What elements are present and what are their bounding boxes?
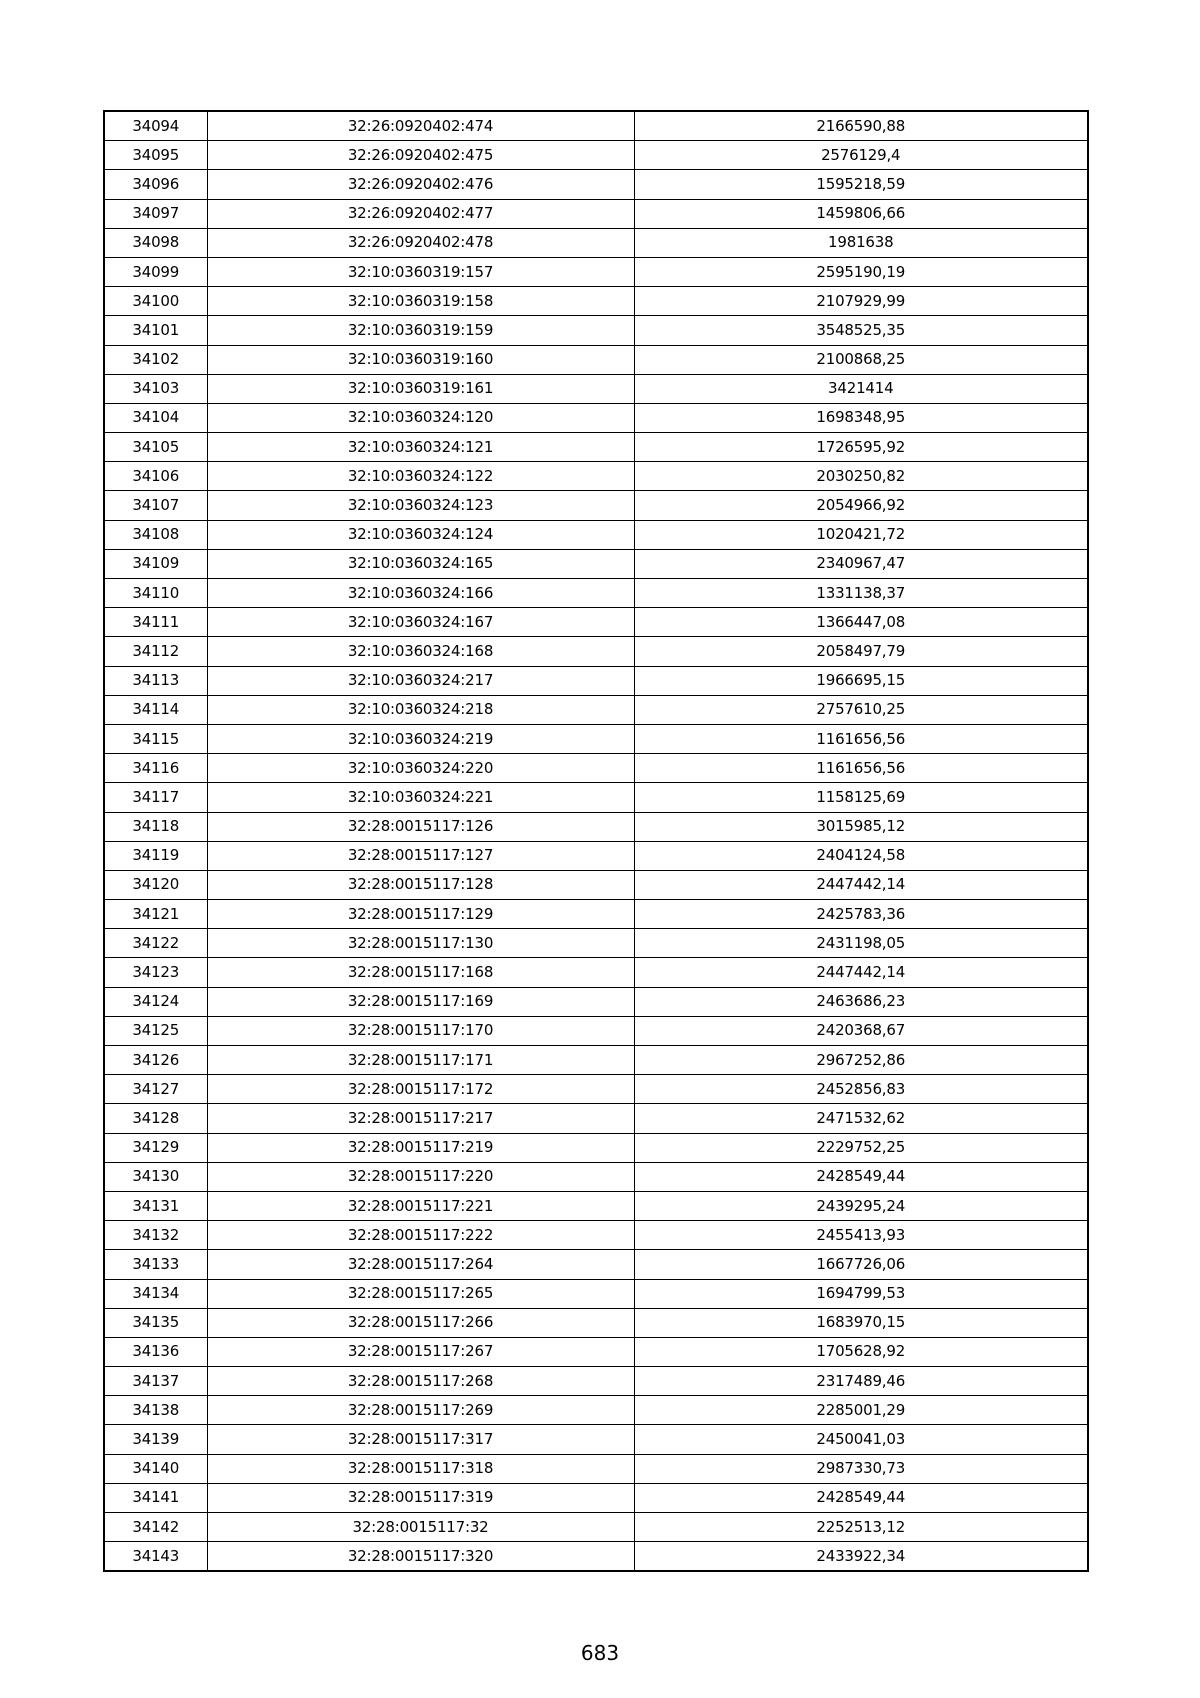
cadastral-number-cell: 32:28:0015117:170 xyxy=(207,1016,634,1045)
row-number-cell: 34115 xyxy=(104,724,207,753)
cadastral-value-cell: 2428549,44 xyxy=(634,1162,1088,1191)
cadastral-value-cell: 2447442,14 xyxy=(634,958,1088,987)
cadastral-number-cell: 32:28:0015117:130 xyxy=(207,929,634,958)
cadastral-number-cell: 32:10:0360324:217 xyxy=(207,666,634,695)
table-row xyxy=(104,1425,1088,1454)
table-row xyxy=(104,433,1088,462)
table-row xyxy=(104,1191,1088,1220)
cadastral-value-cell: 1366447,08 xyxy=(634,608,1088,637)
row-number-cell: 34112 xyxy=(104,637,207,666)
row-number-cell: 34137 xyxy=(104,1367,207,1396)
row-number-cell: 34128 xyxy=(104,1104,207,1133)
row-number-cell: 34117 xyxy=(104,783,207,812)
table-row xyxy=(104,345,1088,374)
cadastral-value-cell: 2030250,82 xyxy=(634,462,1088,491)
cadastral-number-cell: 32:28:0015117:219 xyxy=(207,1133,634,1162)
row-number-cell: 34138 xyxy=(104,1396,207,1425)
table-row xyxy=(104,608,1088,637)
table-body xyxy=(104,111,1088,1571)
table-row xyxy=(104,462,1088,491)
row-number-cell: 34132 xyxy=(104,1221,207,1250)
row-number-cell: 34101 xyxy=(104,316,207,345)
cadastral-number-cell: 32:26:0920402:476 xyxy=(207,170,634,199)
cadastral-number-cell: 32:28:0015117:127 xyxy=(207,841,634,870)
cadastral-value-cell: 3548525,35 xyxy=(634,316,1088,345)
cadastral-value-cell: 2166590,88 xyxy=(634,111,1088,141)
row-number-cell: 34103 xyxy=(104,374,207,403)
table-row xyxy=(104,929,1088,958)
cadastral-number-cell: 32:28:0015117:266 xyxy=(207,1308,634,1337)
cadastral-value-cell: 1726595,92 xyxy=(634,433,1088,462)
table-row xyxy=(104,403,1088,432)
row-number-cell: 34133 xyxy=(104,1250,207,1279)
row-number-cell: 34127 xyxy=(104,1075,207,1104)
cadastral-value-cell: 1981638 xyxy=(634,228,1088,257)
cadastral-value-cell: 2967252,86 xyxy=(634,1046,1088,1075)
cadastral-value-cell: 2576129,4 xyxy=(634,141,1088,170)
cadastral-value-cell: 2425783,36 xyxy=(634,900,1088,929)
cadastral-number-cell: 32:10:0360324:219 xyxy=(207,724,634,753)
row-number-cell: 34126 xyxy=(104,1046,207,1075)
cadastral-value-cell: 2420368,67 xyxy=(634,1016,1088,1045)
table-row xyxy=(104,520,1088,549)
row-number-cell: 34141 xyxy=(104,1483,207,1512)
row-number-cell: 34120 xyxy=(104,870,207,899)
cadastral-number-cell: 32:28:0015117:317 xyxy=(207,1425,634,1454)
row-number-cell: 34139 xyxy=(104,1425,207,1454)
row-number-cell: 34113 xyxy=(104,666,207,695)
cadastral-number-cell: 32:26:0920402:475 xyxy=(207,141,634,170)
table-row xyxy=(104,841,1088,870)
row-number-cell: 34105 xyxy=(104,433,207,462)
table-row xyxy=(104,1483,1088,1512)
row-number-cell: 34118 xyxy=(104,812,207,841)
table-row xyxy=(104,987,1088,1016)
table-row xyxy=(104,228,1088,257)
cadastral-number-cell: 32:10:0360324:124 xyxy=(207,520,634,549)
row-number-cell: 34104 xyxy=(104,403,207,432)
row-number-cell: 34094 xyxy=(104,111,207,141)
cadastral-number-cell: 32:10:0360319:159 xyxy=(207,316,634,345)
row-number-cell: 34121 xyxy=(104,900,207,929)
cadastral-value-cell: 2404124,58 xyxy=(634,841,1088,870)
table-row xyxy=(104,1308,1088,1337)
cadastral-value-cell: 2757610,25 xyxy=(634,695,1088,724)
row-number-cell: 34111 xyxy=(104,608,207,637)
table-row xyxy=(104,374,1088,403)
cadastral-value-cell: 1694799,53 xyxy=(634,1279,1088,1308)
table-row xyxy=(104,666,1088,695)
cadastral-value-cell: 1595218,59 xyxy=(634,170,1088,199)
cadastral-number-cell: 32:28:0015117:222 xyxy=(207,1221,634,1250)
table-row xyxy=(104,900,1088,929)
table-row xyxy=(104,111,1088,141)
cadastral-number-cell: 32:28:0015117:264 xyxy=(207,1250,634,1279)
row-number-cell: 34140 xyxy=(104,1454,207,1483)
table-row xyxy=(104,199,1088,228)
cadastral-number-cell: 32:28:0015117:320 xyxy=(207,1542,634,1572)
table-row xyxy=(104,1250,1088,1279)
cadastral-value-cell: 2471532,62 xyxy=(634,1104,1088,1133)
row-number-cell: 34116 xyxy=(104,754,207,783)
cadastral-number-cell: 32:28:0015117:126 xyxy=(207,812,634,841)
cadastral-number-cell: 32:10:0360319:160 xyxy=(207,345,634,374)
row-number-cell: 34123 xyxy=(104,958,207,987)
cadastral-number-cell: 32:28:0015117:221 xyxy=(207,1191,634,1220)
table-row xyxy=(104,1104,1088,1133)
cadastral-number-cell: 32:10:0360324:122 xyxy=(207,462,634,491)
table-row xyxy=(104,1279,1088,1308)
table-row xyxy=(104,724,1088,753)
cadastral-value-cell: 2054966,92 xyxy=(634,491,1088,520)
row-number-cell: 34143 xyxy=(104,1542,207,1572)
cadastral-value-table xyxy=(103,110,1089,1572)
cadastral-number-cell: 32:26:0920402:474 xyxy=(207,111,634,141)
cadastral-value-cell: 2058497,79 xyxy=(634,637,1088,666)
cadastral-number-cell: 32:26:0920402:478 xyxy=(207,228,634,257)
cadastral-value-cell: 1966695,15 xyxy=(634,666,1088,695)
cadastral-number-cell: 32:10:0360324:121 xyxy=(207,433,634,462)
table-row xyxy=(104,1542,1088,1572)
table-row xyxy=(104,579,1088,608)
cadastral-value-cell: 2107929,99 xyxy=(634,287,1088,316)
cadastral-number-cell: 32:10:0360324:165 xyxy=(207,549,634,578)
row-number-cell: 34135 xyxy=(104,1308,207,1337)
row-number-cell: 34106 xyxy=(104,462,207,491)
cadastral-number-cell: 32:28:0015117:268 xyxy=(207,1367,634,1396)
cadastral-value-cell: 2463686,23 xyxy=(634,987,1088,1016)
row-number-cell: 34130 xyxy=(104,1162,207,1191)
cadastral-value-cell: 1698348,95 xyxy=(634,403,1088,432)
cadastral-value-cell: 2317489,46 xyxy=(634,1367,1088,1396)
cadastral-number-cell: 32:10:0360319:161 xyxy=(207,374,634,403)
table-row xyxy=(104,1454,1088,1483)
page-number: 683 xyxy=(580,1641,620,1665)
cadastral-value-cell: 2987330,73 xyxy=(634,1454,1088,1483)
row-number-cell: 34119 xyxy=(104,841,207,870)
table-row xyxy=(104,1046,1088,1075)
cadastral-value-cell: 1705628,92 xyxy=(634,1337,1088,1366)
cadastral-number-cell: 32:10:0360324:166 xyxy=(207,579,634,608)
cadastral-number-cell: 32:28:0015117:319 xyxy=(207,1483,634,1512)
cadastral-number-cell: 32:28:0015117:269 xyxy=(207,1396,634,1425)
cadastral-value-cell: 1161656,56 xyxy=(634,754,1088,783)
row-number-cell: 34114 xyxy=(104,695,207,724)
table-row xyxy=(104,870,1088,899)
table-row xyxy=(104,1513,1088,1542)
table-row xyxy=(104,1162,1088,1191)
row-number-cell: 34108 xyxy=(104,520,207,549)
cadastral-number-cell: 32:10:0360324:168 xyxy=(207,637,634,666)
cadastral-number-cell: 32:10:0360324:120 xyxy=(207,403,634,432)
cadastral-value-cell: 1020421,72 xyxy=(634,520,1088,549)
table-row xyxy=(104,1016,1088,1045)
table-row xyxy=(104,1396,1088,1425)
row-number-cell: 34131 xyxy=(104,1191,207,1220)
row-number-cell: 34129 xyxy=(104,1133,207,1162)
table-row xyxy=(104,637,1088,666)
cadastral-value-cell: 2229752,25 xyxy=(634,1133,1088,1162)
cadastral-number-cell: 32:28:0015117:169 xyxy=(207,987,634,1016)
table-row xyxy=(104,549,1088,578)
cadastral-value-cell: 2340967,47 xyxy=(634,549,1088,578)
table-row xyxy=(104,958,1088,987)
table-row xyxy=(104,141,1088,170)
cadastral-value-cell: 2452856,83 xyxy=(634,1075,1088,1104)
row-number-cell: 34095 xyxy=(104,141,207,170)
cadastral-value-cell: 2455413,93 xyxy=(634,1221,1088,1250)
row-number-cell: 34100 xyxy=(104,287,207,316)
cadastral-value-cell: 2428549,44 xyxy=(634,1483,1088,1512)
cadastral-value-cell: 2431198,05 xyxy=(634,929,1088,958)
cadastral-value-cell: 2595190,19 xyxy=(634,257,1088,286)
row-number-cell: 34102 xyxy=(104,345,207,374)
cadastral-number-cell: 32:10:0360324:123 xyxy=(207,491,634,520)
cadastral-number-cell: 32:28:0015117:220 xyxy=(207,1162,634,1191)
cadastral-number-cell: 32:28:0015117:172 xyxy=(207,1075,634,1104)
cadastral-number-cell: 32:28:0015117:32 xyxy=(207,1513,634,1542)
cadastral-number-cell: 32:10:0360324:220 xyxy=(207,754,634,783)
row-number-cell: 34109 xyxy=(104,549,207,578)
cadastral-value-cell: 1683970,15 xyxy=(634,1308,1088,1337)
table-row xyxy=(104,783,1088,812)
table-row xyxy=(104,316,1088,345)
row-number-cell: 34098 xyxy=(104,228,207,257)
row-number-cell: 34142 xyxy=(104,1513,207,1542)
cadastral-number-cell: 32:10:0360324:218 xyxy=(207,695,634,724)
cadastral-number-cell: 32:28:0015117:318 xyxy=(207,1454,634,1483)
row-number-cell: 34099 xyxy=(104,257,207,286)
table-row xyxy=(104,1337,1088,1366)
cadastral-value-cell: 1331138,37 xyxy=(634,579,1088,608)
cadastral-value-cell: 2285001,29 xyxy=(634,1396,1088,1425)
row-number-cell: 34107 xyxy=(104,491,207,520)
row-number-cell: 34096 xyxy=(104,170,207,199)
cadastral-value-cell: 1161656,56 xyxy=(634,724,1088,753)
cadastral-number-cell: 32:28:0015117:171 xyxy=(207,1046,634,1075)
cadastral-number-cell: 32:28:0015117:128 xyxy=(207,870,634,899)
row-number-cell: 34110 xyxy=(104,579,207,608)
cadastral-value-cell: 3015985,12 xyxy=(634,812,1088,841)
table-row xyxy=(104,257,1088,286)
table-row xyxy=(104,1133,1088,1162)
table-row xyxy=(104,1221,1088,1250)
cadastral-value-cell: 2100868,25 xyxy=(634,345,1088,374)
table-row xyxy=(104,1367,1088,1396)
cadastral-value-cell: 2252513,12 xyxy=(634,1513,1088,1542)
table-row xyxy=(104,287,1088,316)
cadastral-number-cell: 32:28:0015117:217 xyxy=(207,1104,634,1133)
row-number-cell: 34125 xyxy=(104,1016,207,1045)
cadastral-value-cell: 2439295,24 xyxy=(634,1191,1088,1220)
cadastral-value-cell: 2433922,34 xyxy=(634,1542,1088,1572)
table-row xyxy=(104,170,1088,199)
row-number-cell: 34097 xyxy=(104,199,207,228)
cadastral-number-cell: 32:28:0015117:267 xyxy=(207,1337,634,1366)
cadastral-number-cell: 32:28:0015117:129 xyxy=(207,900,634,929)
cadastral-value-cell: 1158125,69 xyxy=(634,783,1088,812)
cadastral-number-cell: 32:10:0360319:157 xyxy=(207,257,634,286)
table-row xyxy=(104,754,1088,783)
cadastral-number-cell: 32:10:0360324:221 xyxy=(207,783,634,812)
cadastral-value-cell: 1667726,06 xyxy=(634,1250,1088,1279)
row-number-cell: 34136 xyxy=(104,1337,207,1366)
row-number-cell: 34134 xyxy=(104,1279,207,1308)
cadastral-number-cell: 32:26:0920402:477 xyxy=(207,199,634,228)
cadastral-number-cell: 32:28:0015117:265 xyxy=(207,1279,634,1308)
table-row xyxy=(104,695,1088,724)
cadastral-number-cell: 32:10:0360324:167 xyxy=(207,608,634,637)
row-number-cell: 34124 xyxy=(104,987,207,1016)
cadastral-value-cell: 2450041,03 xyxy=(634,1425,1088,1454)
table-row xyxy=(104,491,1088,520)
cadastral-value-cell: 1459806,66 xyxy=(634,199,1088,228)
table-row xyxy=(104,1075,1088,1104)
cadastral-number-cell: 32:28:0015117:168 xyxy=(207,958,634,987)
row-number-cell: 34122 xyxy=(104,929,207,958)
cadastral-value-cell: 3421414 xyxy=(634,374,1088,403)
table-row xyxy=(104,812,1088,841)
cadastral-number-cell: 32:10:0360319:158 xyxy=(207,287,634,316)
cadastral-value-cell: 2447442,14 xyxy=(634,870,1088,899)
